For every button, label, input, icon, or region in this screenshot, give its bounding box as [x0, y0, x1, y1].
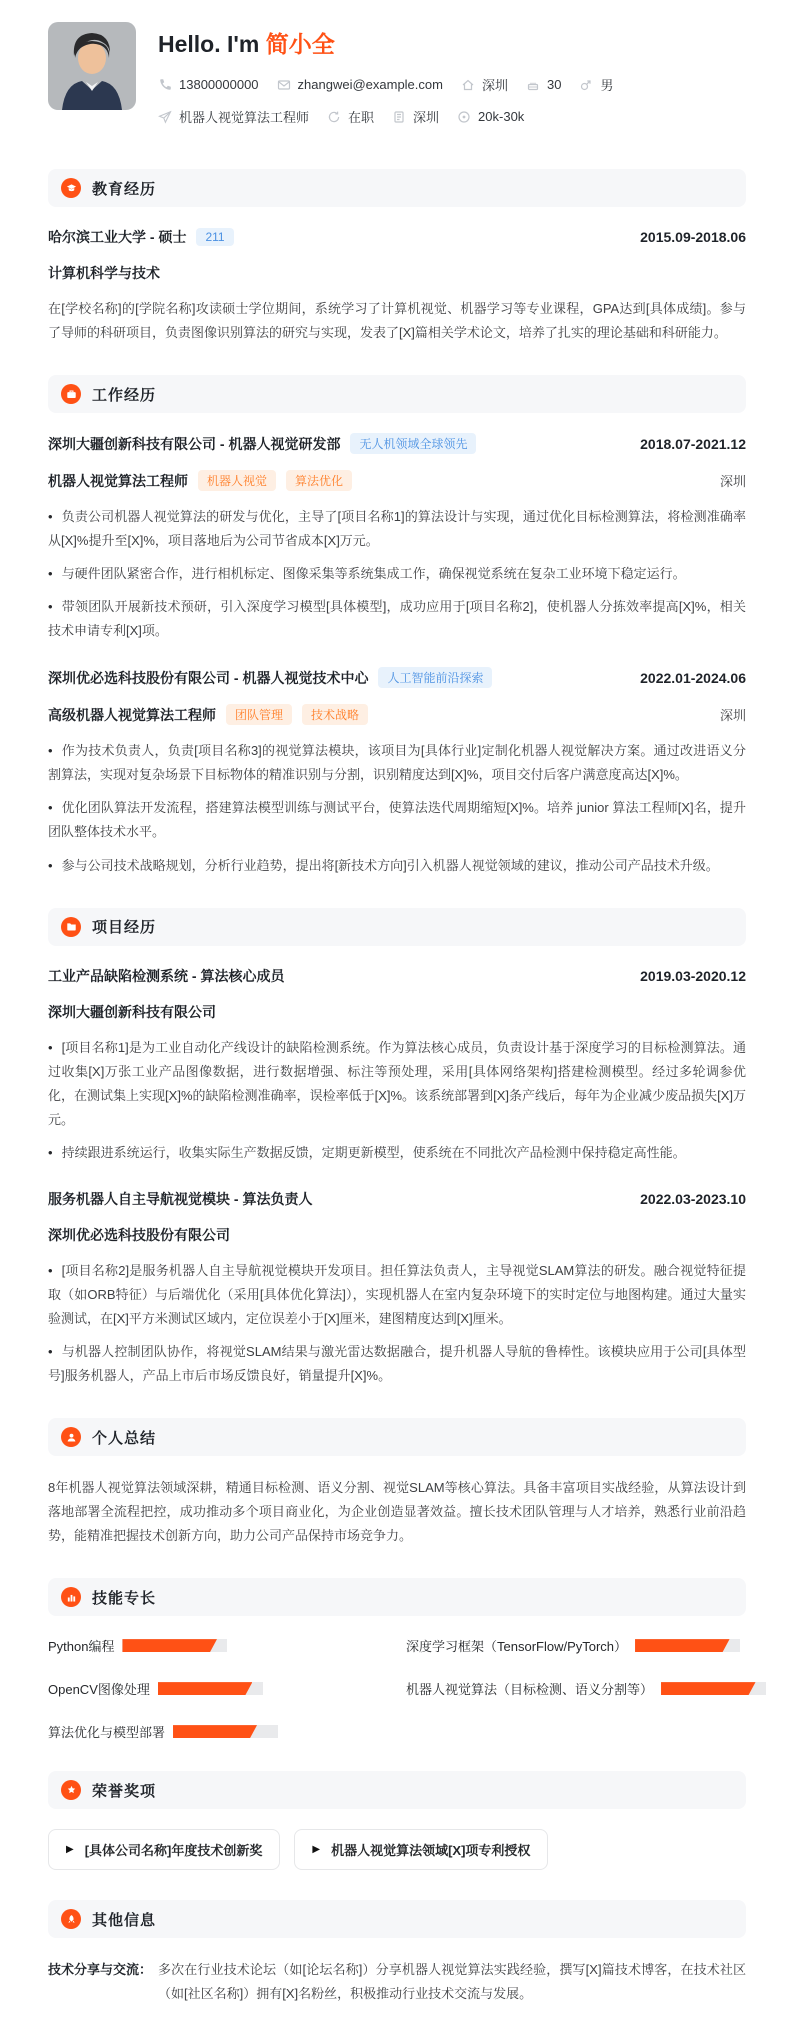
project-name: 服务机器人自主导航视觉模块 - 算法负责人	[48, 1190, 313, 1207]
section-title: 工作经历	[92, 386, 157, 404]
job-tag: 技术战略	[302, 704, 368, 725]
contact-job-status	[327, 107, 374, 126]
contact-age	[526, 77, 561, 92]
project-date: 2019.03-2020.12	[640, 967, 746, 984]
other-info-text: 多次在行业技术论坛（如[论坛名称]）分享机器人视觉算法实践经验，撰写[X]篇技术博客，在技术社区（如[社区名称]）拥有[X]名粉丝，积极推动行业技术交流与发展。	[158, 1962, 746, 2002]
project-date: 2022.03-2023.10	[640, 1190, 746, 1207]
job-bullet: • 作为技术负责人，负责[项目名称3]的视觉算法模块，该项目为[具体行业]定制化机器人视觉解决方案。通过改进语义分割算法，实现对复杂场景下目标物体的精准识别与分割，识别精度达到[X]%，项目交付后客户满意度高达[X]%。	[48, 739, 746, 787]
skill-item	[48, 1679, 388, 1698]
contact-row-1	[158, 75, 746, 94]
section-title: 教育经历	[92, 180, 157, 198]
section-title: 荣誉奖项	[92, 1782, 157, 1800]
project-title-row	[48, 966, 746, 986]
job-bullet: • 带领团队开展新技术预研，引入深度学习模型[具体模型]，成功应用于[项目名称2]，使机器人分拣效率提高[X]%，相关技术申请专利[X]项。	[48, 595, 746, 643]
other-info-label: 技术分享与交流：	[48, 1962, 153, 1978]
project-bullet: • [项目名称1]是为工业自动化产线设计的缺陷检测系统。作为算法核心成员，负责设计基于深度学习的目标检测算法。通过收集[X]万张工业产品图像数据，进行数据增强、标注等预处理，采用[具体网络架构]搭建检测模型。经过多轮调参优化，在测试集上实现[X]%的缺陷检测准确率，误检率低于[X]%。该系统部署到[X]条产线后，每年为企业减少废品损失[X]万元。	[48, 1036, 746, 1132]
paper-plane-icon	[158, 110, 172, 124]
education-date: 2015.09-2018.06	[640, 229, 746, 245]
section-header-education	[48, 169, 746, 207]
section-header-other	[48, 1900, 746, 1938]
section-header-work	[48, 375, 746, 413]
location-text: 深圳	[481, 78, 508, 93]
other-info-row	[48, 1958, 746, 2006]
skill-bar-fill	[635, 1639, 730, 1652]
job-location: 深圳	[719, 474, 746, 490]
section-title: 其他信息	[92, 1911, 157, 1929]
job-bullet: • 优化团队算法开发流程，搭建算法模型训练与测试平台，使算法迭代周期缩短[X]%。培养 junior 算法工程师[X]名，提升团队整体技术水平。	[48, 796, 746, 844]
job-tag: 团队管理	[226, 704, 292, 725]
rocket-icon	[61, 1909, 81, 1929]
medal-icon	[61, 1780, 81, 1800]
skill-item	[48, 1636, 388, 1655]
project-bullet: • [项目名称2]是服务机器人自主导航视觉模块开发项目。担任算法负责人，主导视觉SLAM算法的研发。融合视觉特征提取（如ORB特征）与后端优化（采用[具体优化算法]），实现机器人在室内复杂环境下的实时定位与地图构建。通过大量实验测试，在[X]平方米测试区域内，定位误差小于[X]厘米，建图精度达到[X]厘米。	[48, 1259, 746, 1331]
greeting-text: Hello. I'm	[158, 31, 260, 57]
gender-text: 男	[600, 78, 614, 93]
salary-text: 20k-30k	[478, 109, 525, 124]
contact-email	[277, 77, 443, 92]
play-triangle-icon: ▶	[312, 1843, 321, 1855]
education-entry-header	[48, 227, 746, 247]
project-bullet: • 与机器人控制团队协作，将视觉SLAM结果与激光雷达数据融合，提升机器人导航的鲁棒性。该模块应用于公司[具体型号]服务机器人，产品上市后市场反馈良好，销量提升[X]%。	[48, 1340, 746, 1388]
skill-bar-fill	[661, 1682, 756, 1695]
honor-item	[48, 1829, 280, 1870]
building-icon	[392, 110, 406, 124]
honor-text: [具体公司名称]年度技术创新奖	[84, 1843, 263, 1859]
email-icon	[277, 78, 291, 92]
major-name: 计算机科学与技术	[48, 265, 160, 281]
section-title: 技能专长	[92, 1589, 157, 1607]
graduation-cap-icon	[61, 178, 81, 198]
play-triangle-icon: ▶	[66, 1843, 74, 1855]
skill-bar-fill	[122, 1639, 217, 1652]
skill-label: 算法优化与模型部署	[48, 1725, 166, 1741]
avatar-photo	[48, 22, 136, 110]
job-status-text: 在职	[348, 110, 375, 125]
job-bullet: • 与硬件团队紧密合作，进行相机标定、图像采集等系统集成工作，确保视觉系统在复杂工业环境下稳定运行。	[48, 562, 746, 586]
job-role-row	[48, 470, 746, 491]
city-text: 深圳	[413, 110, 440, 125]
project-entry	[48, 1189, 746, 1388]
project-company-row	[48, 1225, 746, 1245]
company-badge: 无人机领域全球领先	[350, 433, 476, 454]
skill-label: OpenCV图像处理	[48, 1682, 150, 1698]
section-title: 个人总结	[92, 1429, 157, 1447]
education-description: 在[学校名称]的[学院名称]攻读硕士学位期间，系统学习了计算机视觉、机器学习等专业课程，GPA达到[具体成绩]。参与了导师的科研项目，负责图像识别算法的研究与实现，发表了[X]篇相关学术论文，培养了扎实的理论基础和科研能力。	[48, 301, 746, 341]
section-header-honors	[48, 1771, 746, 1809]
job-location: 深圳	[719, 708, 746, 724]
skills-grid	[48, 1636, 746, 1741]
page-title	[158, 26, 746, 59]
salary-icon	[457, 110, 471, 124]
contact-gender	[579, 75, 613, 94]
gender-icon	[579, 78, 593, 92]
project-name: 工业产品缺陷检测系统 - 算法核心成员	[48, 967, 285, 984]
project-company: 深圳大疆创新科技有限公司	[48, 1003, 216, 1020]
home-icon	[461, 78, 475, 92]
job-entry	[48, 667, 746, 877]
section-title: 项目经历	[92, 919, 157, 937]
section-header-summary	[48, 1418, 746, 1456]
honor-item	[294, 1829, 548, 1870]
skill-label: 机器人视觉算法（目标检测、语义分割等）	[406, 1682, 654, 1698]
job-bullet: • 负责公司机器人视觉算法的研发与优化，主导了[项目名称1]的算法设计与实现，通过优化目标检测算法，将检测准确率从[X]%提升至[X]%，项目落地后为公司节省成本[X]万元。	[48, 505, 746, 553]
header-info	[158, 22, 746, 139]
project-bullet: • 持续跟进系统运行，收集实际生产数据反馈，定期更新模型，使系统在不同批次产品检测中保持稳定高性能。	[48, 1141, 746, 1165]
contact-salary	[457, 109, 524, 124]
folder-icon	[61, 917, 81, 937]
candidate-name: 简小全	[265, 31, 335, 57]
job-date: 2022.01-2024.06	[640, 669, 746, 686]
job-company-row	[48, 433, 746, 454]
email-text: zhangwei@example.com	[297, 77, 443, 92]
contact-job-title	[158, 107, 309, 126]
job-bullet: • 参与公司技术战略规划，分析行业趋势，提出将[新技术方向]引入机器人视觉领域的建议，推动公司产品技术升级。	[48, 854, 746, 878]
bar-chart-icon	[61, 1587, 81, 1607]
job-entry	[48, 433, 746, 643]
skill-item	[406, 1636, 746, 1655]
education-major-row	[48, 263, 746, 283]
job-role: 高级机器人视觉算法工程师	[48, 706, 216, 723]
skill-bar	[122, 1639, 227, 1652]
company-name: 深圳优必选科技股份有限公司 - 机器人视觉技术中心	[48, 669, 369, 686]
contact-city	[392, 107, 439, 126]
briefcase-icon	[61, 384, 81, 404]
project-title-row	[48, 1189, 746, 1209]
company-badge: 人工智能前沿探索	[378, 667, 492, 688]
skill-bar-fill	[158, 1682, 253, 1695]
phone-icon	[158, 78, 172, 92]
job-role: 机器人视觉算法工程师	[48, 472, 188, 489]
project-company-row	[48, 1002, 746, 1022]
job-tag: 机器人视觉	[198, 470, 276, 491]
skill-item	[406, 1679, 746, 1698]
age-text: 30	[546, 77, 562, 92]
school-name: 哈尔滨工业大学 - 硕士	[48, 229, 187, 245]
project-company: 深圳优必选科技股份有限公司	[48, 1226, 230, 1243]
section-header-skills	[48, 1578, 746, 1616]
contact-location	[461, 75, 508, 94]
skill-bar	[661, 1682, 766, 1695]
job-company-row	[48, 667, 746, 688]
contact-row-2	[158, 107, 746, 126]
skill-label: 深度学习框架（TensorFlow/PyTorch）	[406, 1639, 628, 1655]
section-header-projects	[48, 908, 746, 946]
company-name: 深圳大疆创新科技有限公司 - 机器人视觉研发部	[48, 435, 341, 452]
job-role-row	[48, 704, 746, 725]
job-date: 2018.07-2021.12	[640, 435, 746, 452]
user-icon	[61, 1427, 81, 1447]
honors-list	[48, 1829, 746, 1870]
job-title-text: 机器人视觉算法工程师	[179, 110, 310, 125]
project-entry	[48, 966, 746, 1165]
skill-bar	[173, 1725, 278, 1738]
age-icon	[526, 78, 540, 92]
avatar	[48, 22, 136, 110]
skill-item	[48, 1722, 388, 1741]
phone-text: 13800000000	[179, 77, 259, 92]
job-tag: 算法优化	[286, 470, 352, 491]
skill-bar	[158, 1682, 263, 1695]
skill-bar-fill	[173, 1725, 257, 1738]
school-badge: 211	[196, 228, 233, 246]
skill-bar	[635, 1639, 740, 1652]
summary-text: 8年机器人视觉算法领域深耕，精通目标检测、语义分割、视觉SLAM等核心算法。具备丰富项目实战经验，从算法设计到落地部署全流程把控，成功推动多个项目商业化，为企业创造显著效益。擅长技术团队管理与人才培养，熟悉行业前沿趋势，能精准把握技术创新方向，助力公司产品保持市场竞争力。	[48, 1480, 746, 1544]
contact-phone	[158, 77, 259, 92]
status-icon	[327, 110, 341, 124]
resume-header	[48, 22, 746, 139]
honor-text: 机器人视觉算法领域[X]项专利授权	[331, 1843, 531, 1859]
skill-label: Python编程	[48, 1639, 115, 1655]
